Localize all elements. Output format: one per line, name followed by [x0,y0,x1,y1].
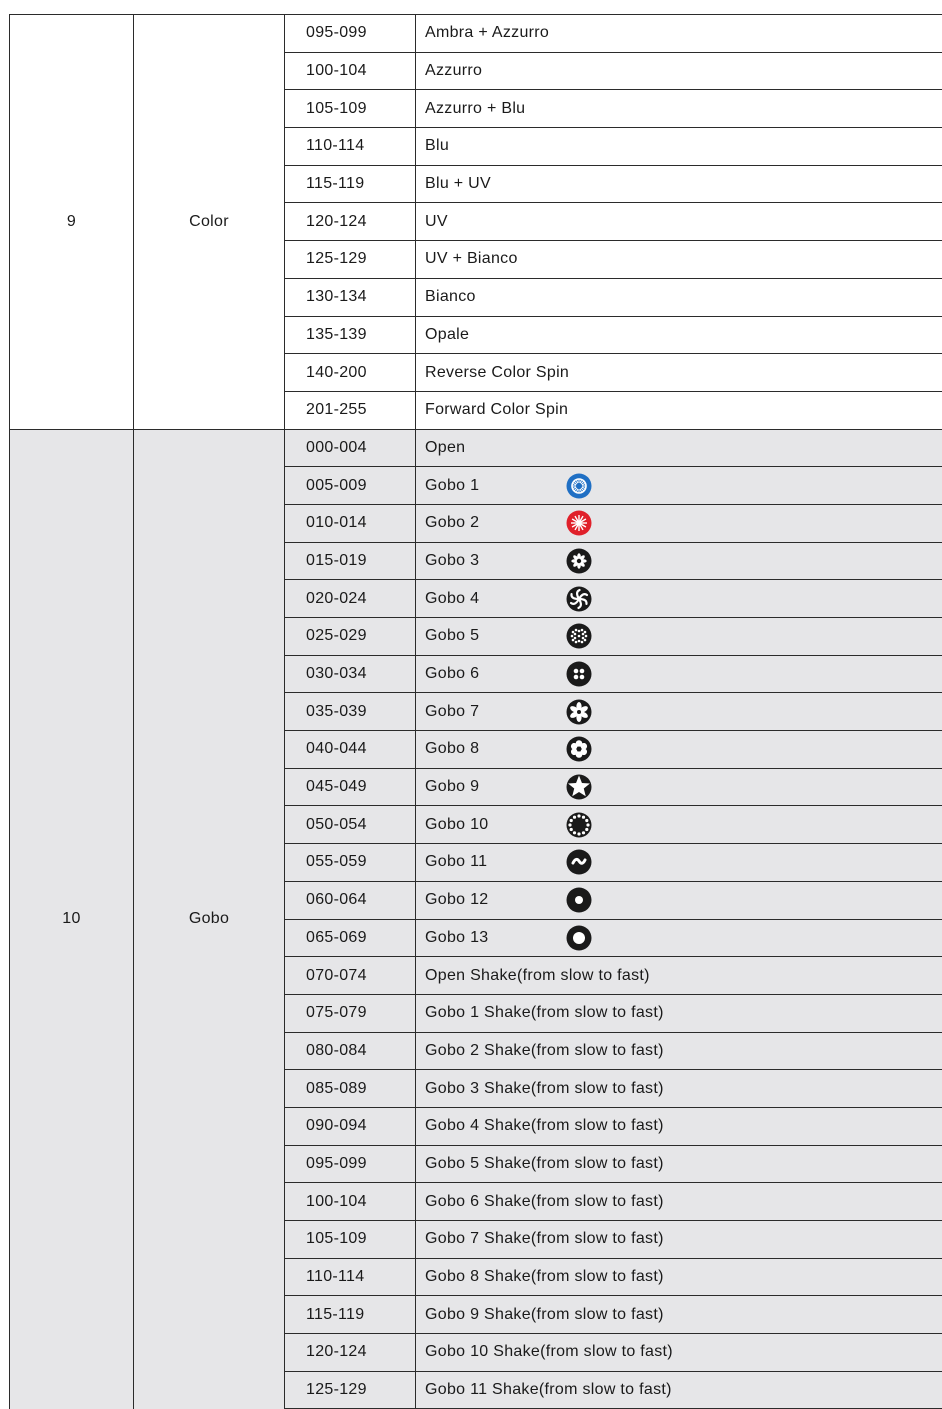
value-description: Open Shake(from slow to fast) [416,957,942,995]
value-description: Gobo 4 Shake(from slow to fast) [416,1107,942,1145]
value-description: Gobo 3 Shake(from slow to fast) [416,1070,942,1108]
gobo-label: Gobo 12 [425,891,566,909]
value-description [416,844,942,882]
value-description: UV [416,203,942,241]
dmx-value-range: 000-004 [285,429,416,467]
value-description [416,580,942,618]
table-row [10,15,942,53]
value-description: Gobo 2 Shake(from slow to fast) [416,1032,942,1070]
dmx-value-range: 120-124 [285,203,416,241]
dmx-value-range: 115-119 [285,165,416,203]
dmx-value-range: 005-009 [285,467,416,505]
value-description: Ambra + Azzurro [416,15,942,53]
value-description: Reverse Color Spin [416,354,942,392]
dmx-value-range: 095-099 [285,15,416,53]
dmx-value-range: 130-134 [285,278,416,316]
gobo-8-icon [566,736,592,762]
value-description: Blu [416,128,942,166]
dmx-value-range: 100-104 [285,52,416,90]
dmx-value-range: 010-014 [285,504,416,542]
value-description [416,806,942,844]
channel-function: Gobo [134,429,285,1409]
value-description: Gobo 9 Shake(from slow to fast) [416,1296,942,1334]
gobo-label: Gobo 5 [425,627,566,645]
value-description [416,655,942,693]
dmx-value-range: 045-049 [285,768,416,806]
dmx-value-range: 100-104 [285,1183,416,1221]
value-description: Gobo 10 Shake(from slow to fast) [416,1334,942,1372]
channel-number: 10 [10,429,134,1409]
dmx-value-range: 075-079 [285,994,416,1032]
gobo-label: Gobo 1 [425,477,566,495]
table-row [10,429,942,467]
gobo-label: Gobo 11 [425,853,566,871]
gobo-6-icon [566,661,592,687]
value-description: Gobo 11 Shake(from slow to fast) [416,1371,942,1409]
value-description [416,768,942,806]
dmx-value-range: 085-089 [285,1070,416,1108]
gobo-label: Gobo 8 [425,740,566,758]
dmx-value-range: 055-059 [285,844,416,882]
dmx-value-range: 090-094 [285,1107,416,1145]
gobo-1-icon [566,473,592,499]
value-description [416,467,942,505]
dmx-value-range: 105-109 [285,1221,416,1259]
dmx-value-range: 030-034 [285,655,416,693]
value-description: Gobo 1 Shake(from slow to fast) [416,994,942,1032]
value-description [416,504,942,542]
gobo-11-icon [566,849,592,875]
value-description: Gobo 6 Shake(from slow to fast) [416,1183,942,1221]
gobo-5-icon [566,623,592,649]
dmx-value-range: 140-200 [285,354,416,392]
dmx-value-range: 020-024 [285,580,416,618]
gobo-12-icon [566,887,592,913]
value-description: UV + Bianco [416,241,942,279]
dmx-value-range: 135-139 [285,316,416,354]
dmx-value-range: 125-129 [285,241,416,279]
value-description: Gobo 8 Shake(from slow to fast) [416,1258,942,1296]
dmx-value-range: 080-084 [285,1032,416,1070]
gobo-10-icon [566,812,592,838]
value-description: Opale [416,316,942,354]
gobo-label: Gobo 10 [425,816,566,834]
dmx-value-range: 025-029 [285,618,416,656]
gobo-label: Gobo 7 [425,703,566,721]
channel-function: Color [134,15,285,430]
value-description: Azzurro + Blu [416,90,942,128]
dmx-value-range: 115-119 [285,1296,416,1334]
dmx-value-range: 015-019 [285,542,416,580]
dmx-value-range: 040-044 [285,731,416,769]
table-body [10,15,942,1409]
gobo-label: Gobo 13 [425,929,566,947]
value-description: Azzurro [416,52,942,90]
gobo-label: Gobo 3 [425,552,566,570]
dmx-value-range: 125-129 [285,1371,416,1409]
value-description [416,542,942,580]
value-description [416,731,942,769]
value-description [416,919,942,957]
gobo-label: Gobo 9 [425,778,566,796]
value-description [416,618,942,656]
value-description: Blu + UV [416,165,942,203]
dmx-value-range: 060-064 [285,881,416,919]
dmx-value-range: 201-255 [285,391,416,429]
dmx-value-range: 095-099 [285,1145,416,1183]
dmx-value-range: 065-069 [285,919,416,957]
channel-number: 9 [10,15,134,430]
gobo-7-icon [566,699,592,725]
value-description: Bianco [416,278,942,316]
gobo-label: Gobo 4 [425,590,566,608]
dmx-value-range: 035-039 [285,693,416,731]
dmx-value-range: 070-074 [285,957,416,995]
dmx-value-range: 110-114 [285,1258,416,1296]
dmx-value-range: 110-114 [285,128,416,166]
value-description [416,693,942,731]
value-description: Gobo 7 Shake(from slow to fast) [416,1221,942,1259]
dmx-value-range: 105-109 [285,90,416,128]
value-description: Open [416,429,942,467]
dmx-value-range: 050-054 [285,806,416,844]
value-description [416,881,942,919]
dmx-value-range: 120-124 [285,1334,416,1372]
gobo-label: Gobo 2 [425,514,566,532]
value-description: Gobo 5 Shake(from slow to fast) [416,1145,942,1183]
value-description: Forward Color Spin [416,391,942,429]
gobo-2-icon [566,510,592,536]
gobo-13-icon [566,925,592,951]
gobo-label: Gobo 6 [425,665,566,683]
dmx-channel-table [9,14,942,1409]
gobo-4-icon [566,586,592,612]
gobo-3-icon [566,548,592,574]
gobo-9-icon [566,774,592,800]
